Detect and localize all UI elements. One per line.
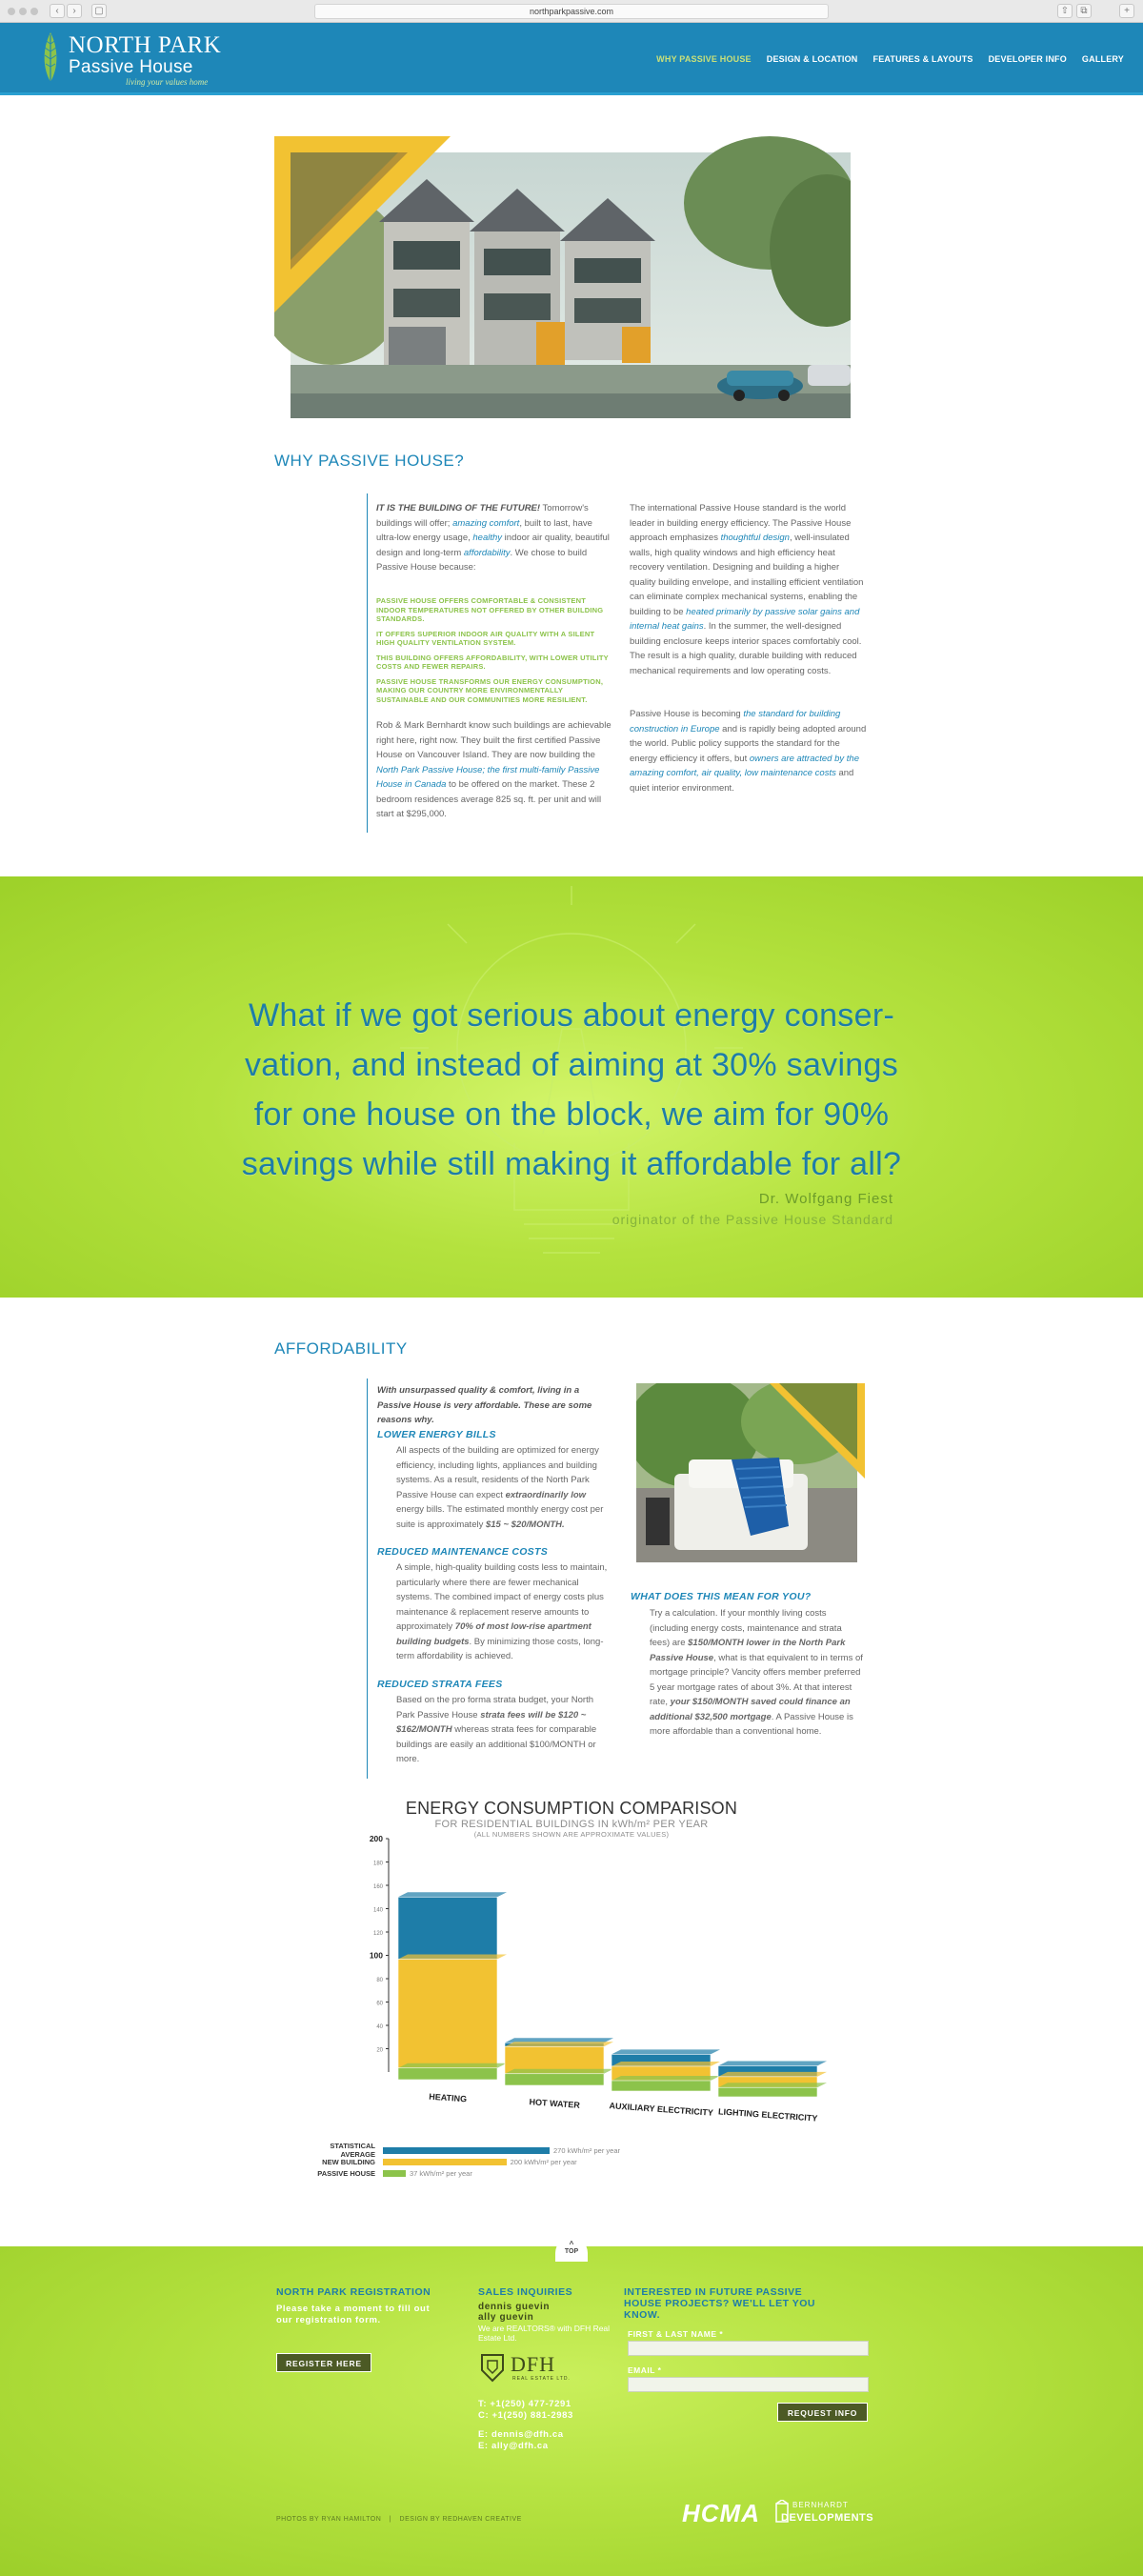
total-label: NEW BUILDING xyxy=(322,2157,375,2166)
sales-inquiries-title: SALES INQUIRIES xyxy=(478,2286,573,2298)
nav-design-location[interactable]: DESIGN & LOCATION xyxy=(766,54,858,64)
interest-title: INTERESTED IN FUTURE PASSIVE HOUSE PROJECTS? WE'LL LET YOU KNOW. xyxy=(624,2286,815,2321)
bernhardt-logo-line-2: DEVELOPMENTS xyxy=(781,2512,874,2524)
afford-p2-b: 70% of most low-rise apartment building budgets xyxy=(396,1621,592,1647)
bar-top-statistical-average xyxy=(612,2049,720,2054)
register-here-button[interactable]: REGISTER HERE xyxy=(276,2353,371,2372)
sales-name-1: dennis guevin xyxy=(478,2302,551,2312)
afford-p4-a: Try a calculation. If your monthly living costs (including energy costs, maintenance and strata fees) are xyxy=(650,1608,842,1648)
link-owners-attracted[interactable]: owners are attracted by the amazing comfort, air quality, low maintenance costs xyxy=(630,753,859,778)
bar-new-building xyxy=(398,1960,497,2077)
bar-top-passive-house xyxy=(612,2076,720,2081)
patio-chair-photo xyxy=(636,1383,865,1562)
afford-p1-b: extraordinarily low xyxy=(505,1489,587,1500)
total-row-new-building xyxy=(297,2157,577,2166)
why-europe-paragraph xyxy=(630,707,868,795)
bar-top-passive-house xyxy=(398,2063,507,2068)
chart-title: ENERGY CONSUMPTION COMPARISON xyxy=(405,1799,738,1818)
afford-accent-line xyxy=(367,1379,368,1779)
credit-design[interactable]: DESIGN BY REDHAVEN CREATIVE xyxy=(399,2516,522,2523)
chart-totals xyxy=(297,2142,678,2184)
nav-features-layouts[interactable]: FEATURES & LAYOUTS xyxy=(872,54,973,64)
y-tick-label: 40 xyxy=(376,2024,383,2030)
quote-line-4: savings while still making it affordable for all? xyxy=(241,1146,902,1182)
total-row-statistical xyxy=(297,2142,621,2159)
afford-p3-b: strata fees will be $120 ~ $162/MONTH xyxy=(396,1709,587,1735)
total-row-passive-house xyxy=(297,2168,472,2178)
category-label: HOT WATER xyxy=(529,2097,581,2110)
link-thoughtful-design[interactable]: thoughtful design xyxy=(720,533,790,543)
forward-arrow-icon[interactable]: › xyxy=(67,4,82,18)
sidebar-icon[interactable]: ▢ xyxy=(91,4,107,18)
why-r2-b: and is rapidly being adopted around the world. Public policy supports the standard for the energy efficiency it offers, but xyxy=(630,723,867,764)
why-r2-c: and quiet interior environment. xyxy=(630,768,854,794)
dfh-logo-subtext: REAL ESTATE LTD. xyxy=(512,2376,571,2382)
hero-building-photo xyxy=(274,136,851,418)
email-input[interactable] xyxy=(628,2377,869,2392)
what-does-this-mean-heading: WHAT DOES THIS MEAN FOR YOU? xyxy=(631,1591,812,1602)
top-label: TOP xyxy=(564,2248,579,2255)
lower-energy-bills-heading: LOWER ENERGY BILLS xyxy=(377,1429,496,1440)
main-nav xyxy=(656,54,1124,64)
hcma-logo: HCMA xyxy=(682,2499,760,2527)
y-tick-label: 60 xyxy=(376,2001,383,2007)
browser-chrome xyxy=(0,0,1143,23)
bar-passive-house xyxy=(612,2081,711,2091)
total-label: PASSIVE HOUSE xyxy=(317,2168,375,2178)
dfh-logo-text: DFH xyxy=(511,2352,556,2376)
share-icon[interactable]: ⇧ xyxy=(1057,4,1073,18)
why-bullet-list xyxy=(376,596,614,704)
dfh-shield-logo-icon xyxy=(478,2351,507,2384)
request-info-button[interactable]: REQUEST INFO xyxy=(777,2403,868,2422)
back-to-top-button[interactable] xyxy=(555,2237,588,2262)
category-label: HEATING xyxy=(428,2091,468,2104)
lower-energy-bills-text xyxy=(396,1443,611,1532)
quote-author-role: originator of the Passive House Standard xyxy=(612,1212,893,1227)
total-label: STATISTICAL AVERAGE xyxy=(330,2142,375,2159)
why-bullet: IT OFFERS SUPERIOR INDOOR AIR QUALITY WITH A SILENT HIGH QUALITY VENTILATION SYSTEM. xyxy=(376,629,595,647)
address-bar[interactable]: northparkpassive.com xyxy=(314,4,829,19)
why-p2-a: Rob & Mark Bernhardt know such buildings are achievable right here, right now. They built the first certified Passive House on Vancouver Island. They are now building the xyxy=(376,720,612,760)
reduced-maintenance-heading: REDUCED MAINTENANCE COSTS xyxy=(377,1546,549,1558)
why-intro-c: indoor air quality, beautiful design and long-term xyxy=(376,533,610,558)
name-field-label: FIRST & LAST NAME * xyxy=(628,2329,724,2339)
why-bullet: THIS BUILDING OFFERS AFFORDABILITY, WITH LOWER UTILITY COSTS AND FEWER REPAIRS. xyxy=(376,653,609,671)
why-bullet: PASSIVE HOUSE TRANSFORMS OUR ENERGY CONSUMPTION, MAKING OUR COUNTRY MORE ENVIRONMENTALLY SUSTAINABLE AND OUR COMMUNITIES MORE RESILIENT. xyxy=(376,676,604,704)
y-tick-label: 100 xyxy=(369,1950,383,1961)
chart-subtitle: FOR RESIDENTIAL BUILDINGS IN kWh/m² PER YEAR xyxy=(434,1819,709,1830)
why-intro-lead: IT IS THE BUILDING OF THE FUTURE! xyxy=(376,503,541,513)
bar-passive-house xyxy=(718,2087,817,2097)
y-tick-label: 80 xyxy=(376,1978,383,1983)
y-tick-label: 160 xyxy=(372,1884,383,1890)
why-r1-c: . In the summer, the well-designed building enclosure keeps interior spaces comfortably cool. The result is a high quality, durable building with reduced mechanical requirements and low operating costs. xyxy=(630,621,862,676)
sales-company: We are REALTORS® with DFH Real Estate Ltd. xyxy=(478,2324,611,2343)
name-input[interactable] xyxy=(628,2341,869,2356)
credit-photos: PHOTOS BY RYAN HAMILTON xyxy=(276,2516,382,2523)
why-accent-line xyxy=(367,493,368,833)
y-tick-label: 120 xyxy=(372,1931,383,1937)
why-r1-b: , well-insulated walls, high quality windows and high efficiency heat recovery ventilation. Designing and building a higher quality building envelope, and installing efficient ventilation can eliminate complex mechanical systems, enabling the building to be xyxy=(630,533,864,617)
why-r1-a: The international Passive House standard is the world leader in building energy efficiency. The Passive House approach emphasizes xyxy=(630,503,852,543)
logo-line-2[interactable]: Passive House xyxy=(69,57,193,77)
back-arrow-icon[interactable]: ‹ xyxy=(50,4,65,18)
afford-intro: With unsurpassed quality & comfort, living in a Passive House is very affordable. These are some reasons why. xyxy=(377,1385,592,1425)
registration-text: Please take a moment to fill out our registration form. xyxy=(276,2304,431,2325)
afford-p2-a: A simple, high-quality building costs less to maintain, particularly where there are fewer mechanical systems. The combined impact of energy costs plus maintenance & replacement reserve amounts to approximately xyxy=(396,1562,608,1632)
link-affordability[interactable]: affordability xyxy=(463,547,511,558)
link-amazing-comfort[interactable]: amazing comfort xyxy=(452,517,520,529)
afford-p1-c: energy bills. The estimated monthly energy cost per suite is approximately xyxy=(396,1504,604,1530)
total-value: 270 kWh/m² per year xyxy=(553,2145,621,2155)
why-p2-b: to be offered on the market. These 2 bedroom residences average 825 sq. ft. per unit and will start at $295,000. xyxy=(376,779,602,819)
afford-p3-a: Based on the pro forma strata budget, your North Park Passive House xyxy=(396,1695,594,1721)
reduced-strata-heading: REDUCED STRATA FEES xyxy=(377,1679,503,1690)
sales-name-2: ally guevin xyxy=(478,2312,534,2323)
afford-p1-a: All aspects of the building are optimized for energy efficiency, including lights, appliances and building systems. As a result, residents of the North Park Passive House can expect xyxy=(396,1445,599,1500)
credit-separator: | xyxy=(389,2516,392,2523)
afford-p4-d: your $150/MONTH saved could finance an additional $32,500 mortgage xyxy=(650,1697,851,1722)
site-header xyxy=(0,23,1143,95)
bar-passive-house xyxy=(398,2068,497,2080)
afford-p3-c: whereas strata fees for comparable buildings are easily an additional $100/MONTH or more. xyxy=(396,1724,597,1764)
logo-line-1[interactable]: NORTH PARK xyxy=(69,32,222,58)
bar-top-passive-house xyxy=(505,2069,613,2074)
why-intro-paragraph xyxy=(376,501,614,575)
total-bar-passive-house xyxy=(383,2170,406,2177)
category-label: LIGHTING ELECTRICITY xyxy=(717,2106,818,2123)
total-value: 200 kWh/m² per year xyxy=(510,2157,577,2166)
bar-top-new-building xyxy=(398,1955,507,1960)
bar-top-new-building xyxy=(505,2042,613,2046)
phone-c[interactable]: C: +1(250) 881-2983 xyxy=(478,2410,573,2421)
what-does-this-mean-text xyxy=(650,1606,864,1740)
energy-consumption-chart xyxy=(324,1829,857,2153)
link-passive-solar[interactable]: heated primarily by passive solar gains and internal heat gains xyxy=(630,606,860,632)
quote-author: Dr. Wolfgang Fiest xyxy=(758,1191,893,1207)
afford-p4-e: . A Passive House is more affordable than a conventional home. xyxy=(650,1711,853,1737)
registration-title: NORTH PARK REGISTRATION xyxy=(276,2286,431,2298)
link-standard-europe[interactable]: the standard for building construction in Europe xyxy=(630,709,841,735)
why-section-title: WHY PASSIVE HOUSE? xyxy=(274,452,465,470)
close-dot[interactable] xyxy=(8,8,15,15)
quote-band xyxy=(0,876,1143,1298)
logo-tagline: living your values home xyxy=(126,77,209,87)
quote-line-1: What if we got serious about energy conser- xyxy=(248,997,895,1034)
site-footer xyxy=(0,2240,1143,2576)
why-r2-a: Passive House is becoming xyxy=(630,709,744,719)
y-tick-label: 140 xyxy=(372,1907,383,1914)
minimize-dot[interactable] xyxy=(19,8,27,15)
bar-top-new-building xyxy=(612,2062,720,2066)
why-intro-d: . We chose to build Passive House because: xyxy=(376,547,588,573)
tabs-icon[interactable]: ⧉ xyxy=(1076,4,1092,18)
why-intro-a: Tomorrow's buildings will offer; xyxy=(376,503,589,529)
y-tick-label: 180 xyxy=(372,1861,383,1867)
bar-top-new-building xyxy=(718,2072,827,2077)
bernhardt-logo-line-1: BERNHARDT xyxy=(792,2501,849,2509)
link-north-park-first[interactable]: North Park Passive House; the first multi-family Passive House in Canada xyxy=(376,764,600,790)
category-label: AUXILIARY ELECTRICITY xyxy=(609,2101,714,2118)
bar-top-statistical-average xyxy=(718,2062,827,2066)
bar-passive-house xyxy=(505,2074,604,2085)
why-bullet: PASSIVE HOUSE OFFERS COMFORTABLE & CONSISTENT INDOOR TEMPERATURES NOT OFFERED BY OTHER BUILDING STANDARDS. xyxy=(376,596,604,623)
new-tab-icon[interactable]: + xyxy=(1119,4,1134,18)
quote-line-2: vation, and instead of aiming at 30% savings xyxy=(244,1047,899,1083)
chevron-up-icon: ^ xyxy=(569,2240,574,2248)
why-intro-b: , built to last, have ultra-low energy usage, xyxy=(376,517,592,543)
email-field-label: EMAIL * xyxy=(628,2365,662,2375)
total-bar-new-building xyxy=(383,2159,507,2165)
afford-p2-c: . By minimizing those costs, long-term affordability is achieved. xyxy=(396,1636,604,1661)
bar-top-passive-house xyxy=(718,2083,827,2087)
afford-p1-d: $15 ~ $20/MONTH. xyxy=(485,1519,565,1530)
phone-t[interactable]: T: +1(250) 477-7291 xyxy=(478,2399,572,2409)
bar-top-statistical-average xyxy=(398,1892,507,1897)
quote-text xyxy=(152,991,991,1189)
affordability-section-title: AFFORDABILITY xyxy=(274,1339,408,1358)
reduced-maintenance-text xyxy=(396,1560,611,1664)
email-dennis[interactable]: E: dennis@dfh.ca xyxy=(478,2429,564,2440)
leaf-logo-icon xyxy=(40,30,61,84)
reduced-strata-text xyxy=(396,1693,611,1767)
zoom-dot[interactable] xyxy=(30,8,38,15)
why-standard-paragraph xyxy=(630,501,868,678)
quote-line-3: for one house on the block, we aim for 90% xyxy=(253,1097,890,1133)
chart-note: (ALL NUMBERS SHOWN ARE APPROXIMATE VALUES) xyxy=(473,1830,670,1839)
nav-gallery[interactable]: GALLERY xyxy=(1081,54,1124,64)
y-tick-label: 200 xyxy=(369,1834,383,1843)
afford-p4-c: , what is that equivalent to in terms of mortgage principle? Vancity offers member preferred 5 year mortgage rates of about 3%. At that interest rate, xyxy=(650,1652,863,1707)
link-healthy[interactable]: healthy xyxy=(472,533,503,543)
footer-credits xyxy=(276,2516,522,2523)
nav-developer-info[interactable]: DEVELOPER INFO xyxy=(988,54,1067,64)
total-value: 37 kWh/m² per year xyxy=(409,2168,472,2178)
nav-why-passive-house[interactable]: WHY PASSIVE HOUSE xyxy=(656,54,752,64)
why-bernhardt-paragraph xyxy=(376,718,614,822)
y-tick-label: 20 xyxy=(376,2047,383,2054)
afford-p4-b: $150/MONTH lower in the North Park Passive House xyxy=(650,1638,846,1663)
total-bar-statistical xyxy=(383,2147,550,2154)
email-ally[interactable]: E: ally@dfh.ca xyxy=(478,2441,549,2451)
